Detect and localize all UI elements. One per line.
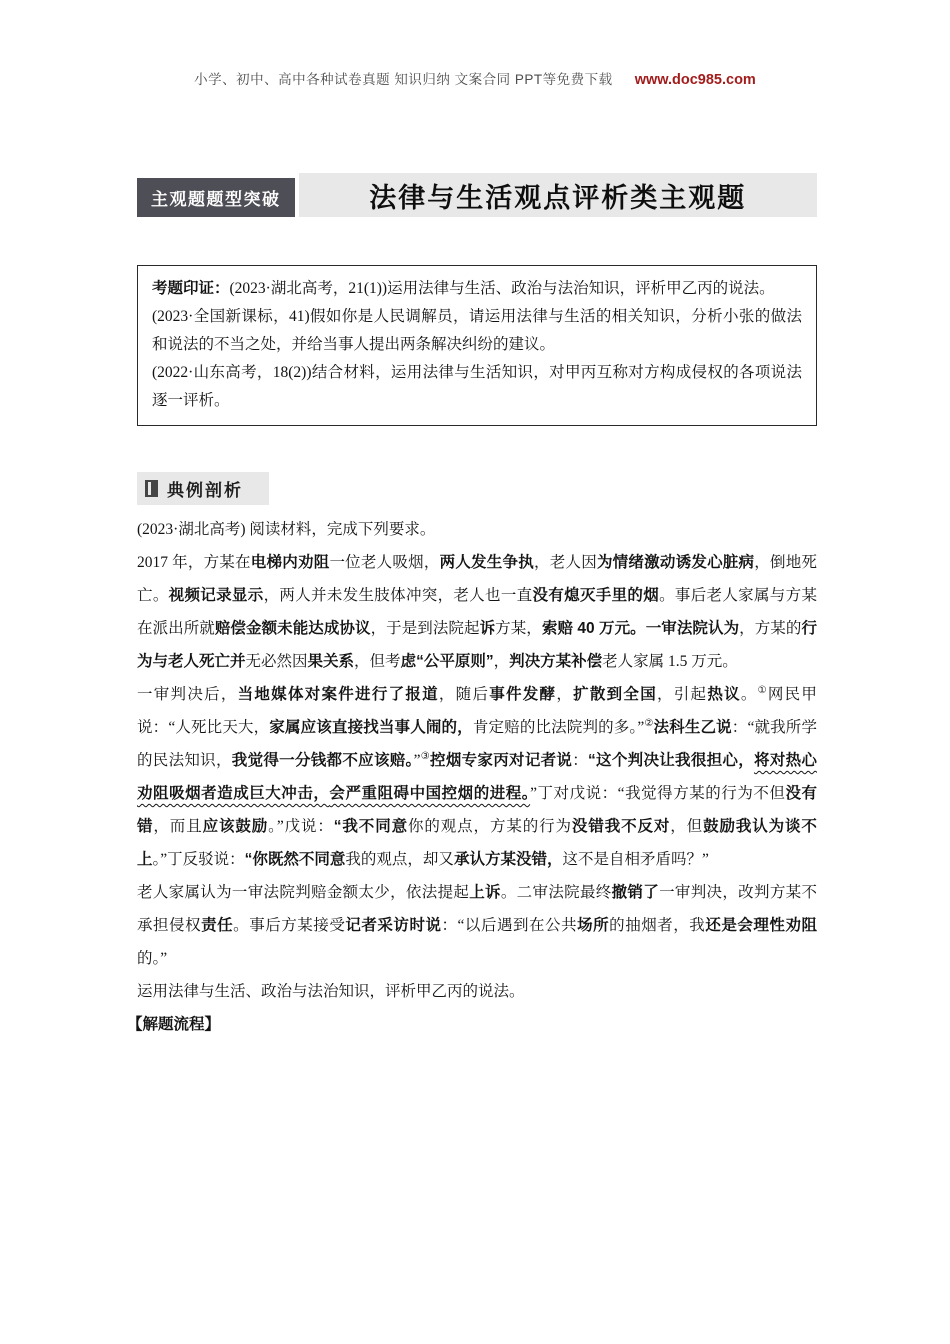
body-paragraph-question: 运用法律与生活、政治与法治知识，评析甲乙丙的说法。 — [137, 983, 525, 1000]
body-paragraph-solution-heading: 【解题流程】 — [127, 1016, 221, 1033]
citation-paragraph: (2022·山东高考，18(2))结合材料，运用法律与生活知识，对甲丙互称对方构成侵权的各项说法逐一评析。 — [152, 364, 802, 409]
page-title: 法律与生活观点评析类主观题 — [299, 173, 818, 217]
header-promo-text: 小学、初中、高中各种试卷真题 知识归纳 文案合同 PPT等免费下载 — [194, 72, 613, 87]
page-header — [0, 68, 950, 88]
body-paragraph-case: 2017 年，方某在电梯内劝阻一位老人吸烟，两人发生争执，老人因为情绪激动诱发心脏病，倒地死亡。视频记录显示，两人并未发生肢体冲突，老人也一直没有熄灭手里的烟。事后老人家属与方某在派出所就赔偿金额未能达成协议，于是到法院起诉方某，索赔 40 万元。一审法院认为，方某的行为与老人死亡并无必然因果关系，但考虑“公平原则”，判决方某补偿老人家属 1.5 万元。 — [137, 554, 817, 670]
title-block — [137, 173, 817, 217]
section-type-label: 主观题题型突破 — [137, 178, 295, 217]
citation-paragraph: 考题印证：(2023·湖北高考，21(1))运用法律与生活、政治与法治知识，评析甲乙丙的说法。 — [152, 280, 775, 297]
book-icon — [145, 480, 158, 497]
main-content — [127, 513, 817, 1041]
section-badge-label: 典例剖析 — [167, 481, 243, 500]
body-paragraph-opinions: 一审判决后，当地媒体对案件进行了报道，随后事件发酵，扩散到全国，引起热议。①网民甲说：“人死比天大，家属应该直接找当事人闹的，肯定赔的比法院判的多。”②法科生乙说：“就我所学的民法知识，我觉得一分钱都不应该赔。”③控烟专家丙对记者说：“这个判决让我很担心，将对热心劝阻吸烟者造成巨大冲击，会严重阻碍中国控烟的进程。”丁对戊说：“我觉得方某的行为不但没有错，而且应该鼓励。”戊说：“我不同意你的观点，方某的行为没错我不反对，但鼓励我认为谈不上。”丁反驳说：“你既然不同意我的观点，却又承认方某没错，这不是自相矛盾吗？” — [137, 684, 817, 868]
exam-citation-box — [137, 265, 817, 426]
citation-paragraph: (2023·全国新课标，41)假如你是人民调解员，请运用法律与生活的相关知识，分析小张的做法和说法的不当之处，并给当事人提出两条解决纠纷的建议。 — [152, 308, 802, 353]
section-badge — [137, 472, 269, 505]
body-paragraph-appeal: 老人家属认为一审法院判赔金额太少，依法提起上诉。二审法院最终撤销了一审判决，改判方某不承担侵权责任。事后方某接受记者采访时说：“以后遇到在公共场所的抽烟者，我还是会理性劝阻的。” — [137, 884, 817, 967]
body-paragraph-intro: (2023·湖北高考) 阅读材料，完成下列要求。 — [137, 521, 436, 538]
header-site-link[interactable]: www.doc985.com — [634, 72, 756, 88]
